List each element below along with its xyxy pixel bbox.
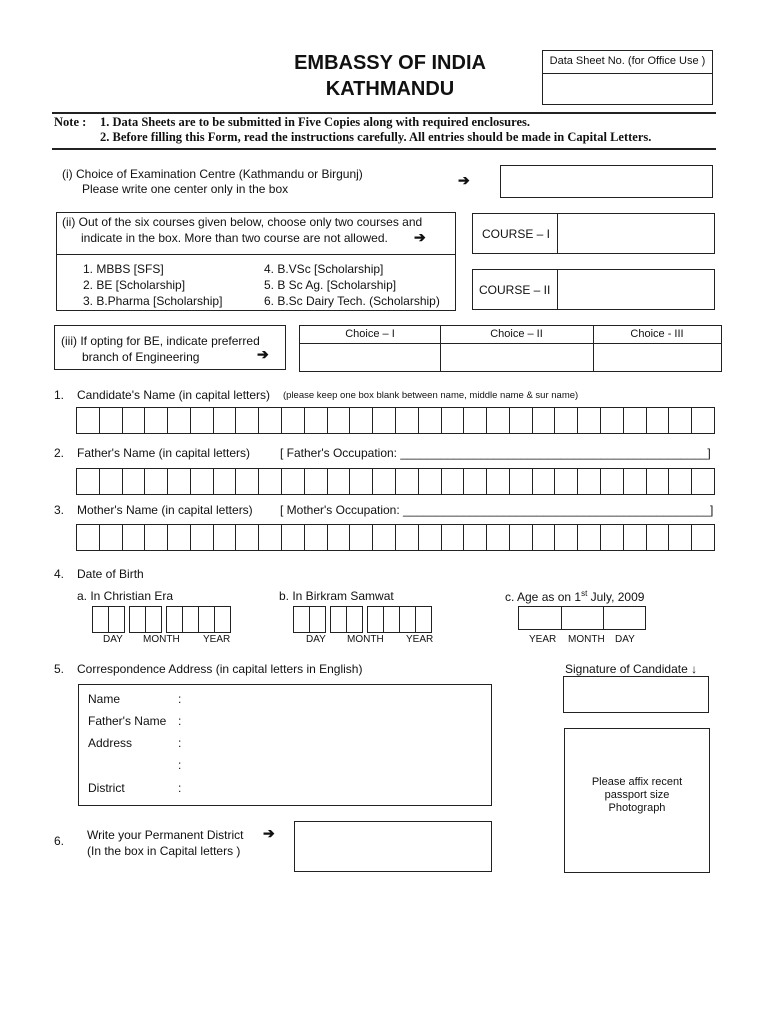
- courses-list-box: [56, 254, 456, 311]
- courses-left-column: [83, 261, 222, 309]
- age-label: [505, 589, 644, 604]
- photo-instructions: [565, 776, 709, 815]
- colon: :: [178, 758, 182, 772]
- permanent-district-input[interactable]: [294, 821, 492, 872]
- choice-2-input[interactable]: [441, 344, 593, 371]
- colon: :: [178, 692, 182, 706]
- exam-centre-line-2: Please write one center only in the box: [82, 182, 289, 196]
- dob-day-label: DAY: [103, 634, 123, 645]
- exam-centre-line-1: (i) Choice of Examination Centre (Kathmandu or Birgunj): [62, 167, 363, 181]
- photo-line-1: Please affix recent: [591, 776, 683, 788]
- course-1-box: [472, 213, 715, 254]
- dob-christian-label: a. In Christian Era: [77, 589, 174, 603]
- bs-day-label: DAY: [306, 634, 326, 645]
- q1-number: 1.: [54, 388, 65, 402]
- course-2-label: COURSE – II: [479, 283, 551, 297]
- courses-instruction-line-1: (ii) Out of the six courses given below, choose only two courses and: [62, 215, 423, 229]
- arrow-icon: ➔: [263, 825, 275, 841]
- q2-number: 2.: [54, 446, 65, 460]
- age-label-suffix: July, 2009: [587, 590, 645, 604]
- father-occupation-field[interactable]: [ Father's Occupation: ______________________________________________]: [280, 446, 711, 460]
- mother-occupation-field[interactable]: [ Mother's Occupation: ______________________________________________]: [280, 503, 714, 517]
- choice-2-header: Choice – II: [490, 328, 543, 340]
- q3-label: Mother's Name (in capital letters): [77, 503, 253, 517]
- q6-line-1: Write your Permanent District: [87, 828, 244, 842]
- note-line-2: 2. Before filling this Form, read the instructions carefully. All entries should be made in Capital Letters.: [100, 130, 652, 144]
- note-line-1: 1. Data Sheets are to be submitted in Five Copies along with required enclosures.: [100, 115, 530, 129]
- course-item: 5. B Sc Ag. [Scholarship]: [264, 278, 397, 292]
- title-line-2: KATHMANDU: [325, 78, 455, 100]
- colon: :: [178, 714, 182, 728]
- dob-month-label: MONTH: [143, 634, 180, 645]
- age-label-sup: st: [581, 589, 588, 598]
- page-title: [240, 50, 540, 102]
- signature-box[interactable]: [563, 676, 709, 713]
- data-sheet-divider: [543, 73, 712, 74]
- arrow-icon: ➔: [458, 172, 470, 188]
- address-father-label: Father's Name: [88, 714, 167, 728]
- course-1-label: COURSE – I: [482, 227, 551, 241]
- colon: :: [178, 736, 182, 750]
- course-item: 1. MBBS [SFS]: [83, 262, 164, 276]
- top-rule: [52, 112, 716, 114]
- course-item: 6. B.Sc Dairy Tech. (Scholarship): [264, 294, 440, 308]
- q1-hint: (please keep one box blank between name, middle name & sur name): [283, 390, 579, 401]
- mother-name-boxes[interactable]: [76, 524, 715, 551]
- engineering-choice-table: [299, 325, 722, 372]
- choice-3-header: Choice - III: [630, 328, 684, 340]
- choice-1-header: Choice – I: [345, 328, 395, 340]
- bs-month-label: MONTH: [347, 634, 384, 645]
- courses-right-column: [264, 261, 440, 309]
- age-year-label: YEAR: [529, 634, 557, 645]
- photo-line-2: passport size: [604, 789, 670, 801]
- address-box[interactable]: [78, 684, 492, 806]
- q6-number: 6.: [54, 834, 65, 848]
- engineering-branch-box: [54, 325, 286, 370]
- course-item: 3. B.Pharma [Scholarship]: [83, 294, 223, 308]
- choice-1-input[interactable]: [300, 344, 440, 371]
- q4-label: Date of Birth: [77, 567, 144, 581]
- q2-label: Father's Name (in capital letters): [77, 446, 251, 460]
- course-2-box: [472, 269, 715, 310]
- data-sheet-label: Data Sheet No. (for Office Use ): [549, 55, 706, 67]
- dob-christian-boxes[interactable]: [92, 606, 230, 633]
- courses-instruction-box: [56, 212, 456, 255]
- course-item: 2. BE [Scholarship]: [83, 278, 186, 292]
- q5-number: 5.: [54, 662, 65, 676]
- dob-birkram-boxes[interactable]: [293, 606, 431, 633]
- q3-number: 3.: [54, 503, 65, 517]
- arrow-icon: ➔: [414, 229, 426, 245]
- candidate-name-boxes[interactable]: [76, 407, 715, 434]
- course-2-input[interactable]: [558, 270, 714, 309]
- engineering-branch-line-1: (iii) If opting for BE, indicate preferred: [61, 334, 260, 348]
- course-item: 4. B.VSc [Scholarship]: [264, 262, 384, 276]
- exam-centre-input[interactable]: [500, 165, 713, 198]
- age-label-prefix: c. Age as on 1: [505, 590, 582, 604]
- data-sheet-box: [542, 50, 713, 105]
- q1-label: Candidate's Name (in capital letters): [77, 388, 271, 402]
- arrow-icon: ➔: [257, 346, 269, 362]
- age-day-label: DAY: [615, 634, 635, 645]
- signature-label: Signature of Candidate ↓: [565, 662, 698, 676]
- colon: :: [178, 781, 182, 795]
- father-name-boxes[interactable]: [76, 468, 715, 495]
- photo-box: [564, 728, 710, 873]
- q6-line-2: (In the box in Capital letters ): [87, 844, 241, 858]
- engineering-branch-line-2: branch of Engineering: [82, 350, 200, 364]
- address-name-label: Name: [88, 692, 121, 706]
- photo-line-3: Photograph: [608, 802, 666, 814]
- dob-birkram-label: b. In Birkram Samwat: [279, 589, 394, 603]
- bottom-rule: [52, 148, 716, 150]
- choice-3-input[interactable]: [594, 344, 721, 371]
- courses-instruction-line-2: indicate in the box. More than two course are not allowed.: [81, 231, 388, 245]
- bs-year-label: YEAR: [406, 634, 434, 645]
- note-prefix: Note :: [54, 115, 87, 129]
- q4-number: 4.: [54, 567, 65, 581]
- dob-year-label: YEAR: [203, 634, 231, 645]
- q5-label: Correspondence Address (in capital letters in English): [77, 662, 363, 676]
- address-address-label: Address: [88, 736, 133, 750]
- title-line-1: EMBASSY OF INDIA: [294, 52, 486, 74]
- age-month-label: MONTH: [568, 634, 605, 645]
- address-district-label: District: [88, 781, 125, 795]
- course-1-input[interactable]: [558, 214, 714, 253]
- age-boxes[interactable]: [518, 606, 646, 630]
